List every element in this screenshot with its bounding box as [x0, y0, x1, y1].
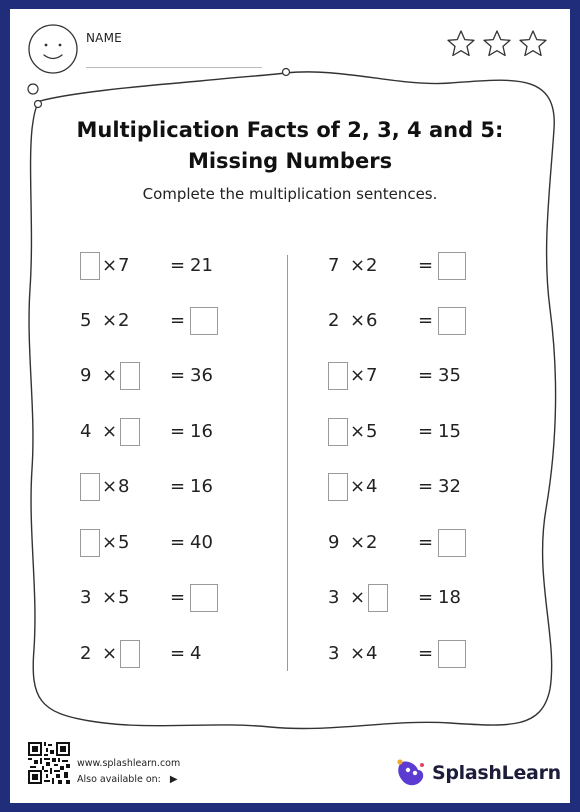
answer-box[interactable] — [438, 307, 466, 335]
column-divider — [287, 255, 288, 671]
times-sign: × — [350, 587, 366, 608]
times-sign: × — [350, 421, 366, 442]
equals-sign: = — [170, 587, 186, 608]
factor-b: 8 — [118, 476, 130, 497]
factor-b: 6 — [366, 310, 378, 331]
equals-sign: = — [418, 643, 434, 664]
answer-box[interactable] — [438, 640, 466, 668]
equals-sign: = — [418, 421, 434, 442]
factor-b: 5 — [118, 587, 130, 608]
product: 16 — [190, 476, 213, 497]
product[interactable] — [190, 306, 218, 336]
play-store-icon[interactable]: ▶ — [169, 774, 178, 785]
product: 21 — [190, 255, 213, 276]
factor-a[interactable] — [328, 417, 348, 447]
answer-box[interactable] — [80, 529, 100, 557]
product: 36 — [190, 365, 213, 386]
times-sign: × — [350, 365, 366, 386]
times-sign: × — [102, 532, 118, 553]
equals-sign: = — [170, 643, 186, 664]
factor-a[interactable] — [80, 251, 100, 281]
website-url[interactable]: www.splashlearn.com — [77, 758, 181, 769]
factor-b: 4 — [366, 476, 378, 497]
equals-sign: = — [170, 421, 186, 442]
product[interactable] — [438, 306, 466, 336]
factor-b: 7 — [366, 365, 378, 386]
star-icon — [518, 29, 548, 58]
product: 15 — [438, 421, 461, 442]
factor-a: 4 — [80, 421, 92, 442]
product[interactable] — [190, 583, 218, 613]
factor-a[interactable] — [80, 528, 100, 558]
answer-box[interactable] — [438, 529, 466, 557]
equals-sign: = — [418, 365, 434, 386]
equals-sign: = — [170, 532, 186, 553]
factor-a: 3 — [328, 587, 340, 608]
name-label: NAME — [86, 31, 122, 45]
product: 40 — [190, 532, 213, 553]
splashlearn-logo-icon — [396, 758, 426, 788]
product: 4 — [190, 643, 202, 664]
times-sign: × — [350, 476, 366, 497]
factor-a: 2 — [80, 643, 92, 664]
product: 32 — [438, 476, 461, 497]
product: 35 — [438, 365, 461, 386]
answer-box[interactable] — [80, 473, 100, 501]
factor-b: 2 — [366, 532, 378, 553]
star-icon — [446, 29, 476, 58]
factor-a: 5 — [80, 310, 92, 331]
brand-name: SplashLearn — [432, 762, 561, 784]
times-sign: × — [102, 365, 118, 386]
title-line-1: Multiplication Facts of 2, 3, 4 and 5: — [76, 118, 504, 142]
factor-a[interactable] — [80, 472, 100, 502]
equals-sign: = — [418, 532, 434, 553]
name-field-line[interactable] — [86, 67, 262, 68]
factor-b: 5 — [118, 532, 130, 553]
product[interactable] — [438, 251, 466, 281]
answer-box[interactable] — [368, 584, 388, 612]
equals-sign: = — [170, 310, 186, 331]
factor-b: 2 — [366, 255, 378, 276]
factor-b: 4 — [366, 643, 378, 664]
times-sign: × — [350, 532, 366, 553]
equals-sign: = — [418, 310, 434, 331]
times-sign: × — [102, 310, 118, 331]
factor-a: 9 — [328, 532, 340, 553]
brand-logo — [396, 758, 561, 788]
times-sign: × — [102, 476, 118, 497]
answer-box[interactable] — [328, 362, 348, 390]
answer-box[interactable] — [328, 418, 348, 446]
factor-a[interactable] — [328, 361, 348, 391]
factor-b: 7 — [118, 255, 130, 276]
instructions: Complete the multiplication sentences. — [142, 185, 438, 203]
answer-box[interactable] — [120, 418, 140, 446]
factor-b[interactable] — [120, 361, 140, 391]
times-sign: × — [350, 310, 366, 331]
qr-code-icon — [28, 742, 70, 784]
factor-a: 2 — [328, 310, 340, 331]
worksheet-page — [10, 9, 570, 803]
factor-b[interactable] — [368, 583, 388, 613]
answer-box[interactable] — [438, 252, 466, 280]
rating-stars — [446, 29, 548, 58]
answer-box[interactable] — [328, 473, 348, 501]
factor-a[interactable] — [328, 472, 348, 502]
factor-b: 5 — [366, 421, 378, 442]
smiley-icon — [27, 23, 79, 75]
times-sign: × — [102, 643, 118, 664]
answer-box[interactable] — [190, 307, 218, 335]
times-sign: × — [102, 255, 118, 276]
title-line-2: Missing Numbers — [187, 149, 393, 173]
answer-box[interactable] — [80, 252, 100, 280]
factor-a: 3 — [80, 587, 92, 608]
product: 18 — [438, 587, 461, 608]
times-sign: × — [350, 255, 366, 276]
product[interactable] — [438, 639, 466, 669]
available-label: Also available on: — [77, 774, 161, 785]
equals-sign: = — [170, 365, 186, 386]
equals-sign: = — [170, 255, 186, 276]
equals-sign: = — [170, 476, 186, 497]
worksheet-title — [10, 115, 570, 177]
equals-sign: = — [418, 255, 434, 276]
equals-sign: = — [418, 476, 434, 497]
factor-b[interactable] — [120, 417, 140, 447]
factor-a: 7 — [328, 255, 340, 276]
answer-box[interactable] — [120, 640, 140, 668]
factor-a: 9 — [80, 365, 92, 386]
equals-sign: = — [418, 587, 434, 608]
times-sign: × — [102, 587, 118, 608]
times-sign: × — [102, 421, 118, 442]
star-icon — [482, 29, 512, 58]
times-sign: × — [350, 643, 366, 664]
available-on — [77, 774, 178, 785]
answer-box[interactable] — [120, 362, 140, 390]
product[interactable] — [438, 528, 466, 558]
factor-b: 2 — [118, 310, 130, 331]
answer-box[interactable] — [190, 584, 218, 612]
factor-a: 3 — [328, 643, 340, 664]
factor-b[interactable] — [120, 639, 140, 669]
product: 16 — [190, 421, 213, 442]
